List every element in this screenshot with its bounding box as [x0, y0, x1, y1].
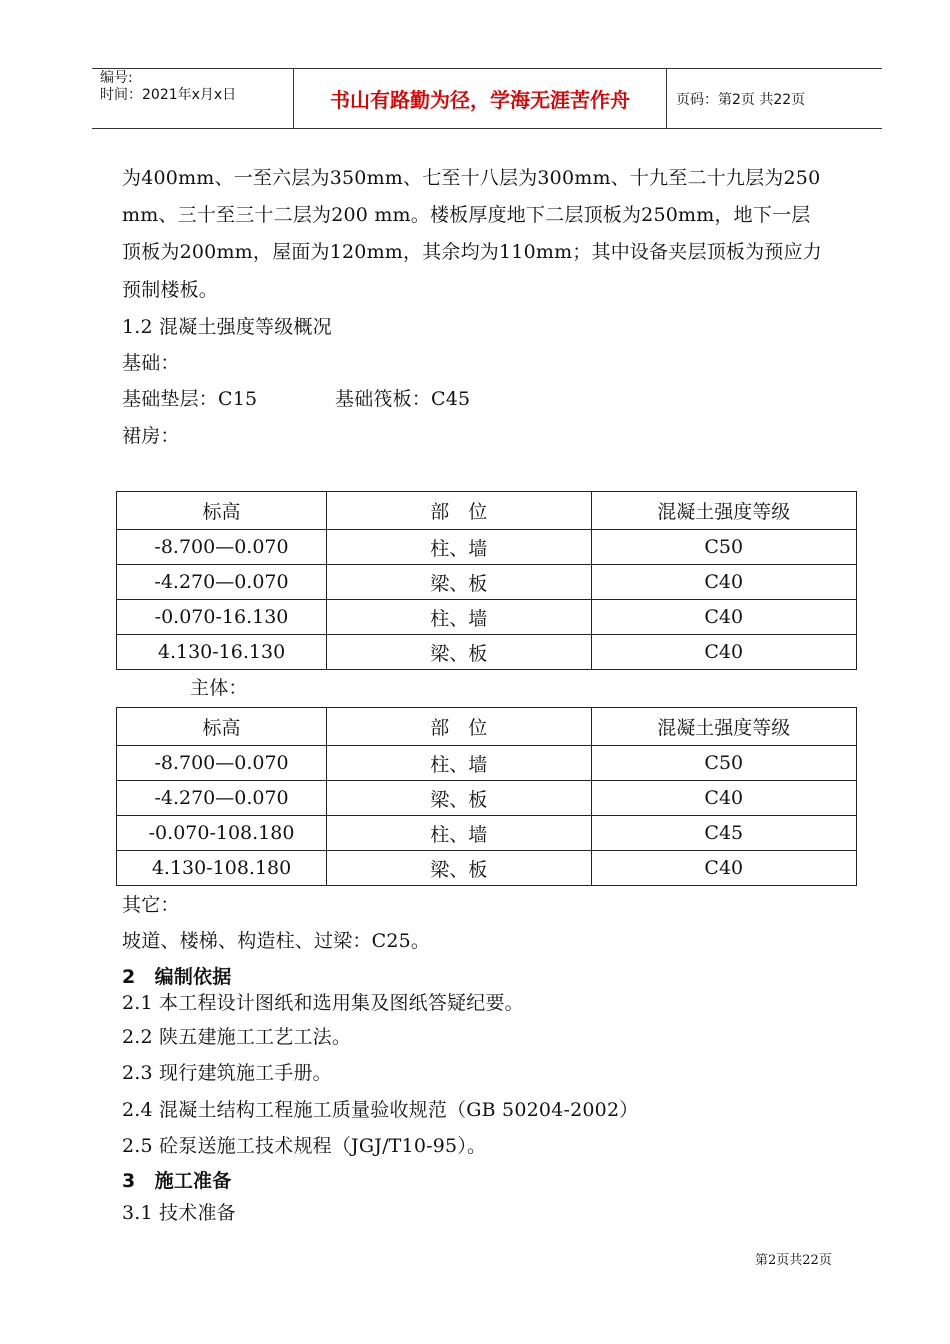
cell-grade: C50 [591, 746, 856, 781]
cell-elevation: -4.270—0.070 [117, 565, 327, 600]
other-text: 坡道、楼梯、构造柱、过梁：C25。 [122, 930, 431, 952]
cell-location: 柱、墙 [327, 600, 591, 635]
list-item: 2.1 本工程设计图纸和选用集及图纸答疑纪要。 [122, 992, 524, 1014]
header-meta [100, 70, 236, 104]
header-number: 编号: [100, 70, 133, 86]
header-divider-2 [666, 68, 667, 128]
table-row [117, 530, 857, 565]
cell-grade: C40 [591, 781, 856, 816]
cell-grade: C45 [591, 816, 856, 851]
header-bottom-rule [92, 128, 882, 129]
cell-elevation: -4.270—0.070 [117, 781, 327, 816]
cell-location: 柱、墙 [327, 530, 591, 565]
main-table [116, 707, 857, 886]
cell-elevation: -0.070-108.180 [117, 816, 327, 851]
other-label: 其它： [122, 894, 180, 916]
cell-grade: C40 [591, 600, 857, 635]
podium-label: 裙房： [122, 425, 180, 447]
header-location: 部 位 [327, 708, 591, 746]
table-header-row [117, 492, 857, 530]
cell-location: 梁、板 [327, 565, 591, 600]
cell-grade: C40 [591, 635, 857, 670]
foundation-raft: 基础筏板：C45 [335, 388, 471, 410]
list-item: 2.4 混凝土结构工程施工质量验收规范（GB 50204-2002） [122, 1099, 639, 1121]
table-row [117, 816, 857, 851]
cell-elevation: -8.700—0.070 [117, 530, 327, 565]
header-grade: 混凝土强度等级 [591, 708, 856, 746]
table-row [117, 565, 857, 600]
intro-line-4: 预制楼板。 [122, 279, 219, 301]
cell-location: 柱、墙 [327, 816, 591, 851]
section-1-2-heading: 1.2 混凝土强度等级概况 [122, 316, 332, 338]
section-3-heading: 3 施工准备 [122, 1170, 232, 1192]
cell-elevation: -0.070-16.130 [117, 600, 327, 635]
cell-location: 梁、板 [327, 851, 591, 886]
cell-elevation: 4.130-16.130 [117, 635, 327, 670]
list-item: 2.3 现行建筑施工手册。 [122, 1062, 332, 1084]
table-row [117, 600, 857, 635]
main-label: 主体： [190, 677, 248, 699]
intro-line-2: mm、三十至三十二层为200 mm。楼板厚度地下二层顶板为250mm，地下一层 [122, 204, 811, 226]
header-top-rule [92, 68, 882, 69]
table-row [117, 851, 857, 886]
intro-line-3: 顶板为200mm，屋面为120mm，其余均为110mm；其中设备夹层顶板为预应力 [122, 241, 822, 263]
intro-line-1: 为400mm、一至六层为350mm、七至十八层为300mm、十九至二十九层为250 [122, 167, 821, 189]
cell-grade: C40 [591, 565, 857, 600]
podium-table [116, 491, 857, 670]
cell-location: 梁、板 [327, 781, 591, 816]
table-row [117, 781, 857, 816]
header-motto: 书山有路勤为径，学海无涯苦作舟 [330, 88, 630, 112]
table-row [117, 746, 857, 781]
section-2-heading: 2 编制依据 [122, 966, 232, 988]
footer-page-info: 第2页共22页 [755, 1253, 832, 1268]
cell-location: 梁、板 [327, 635, 591, 670]
header-grade: 混凝土强度等级 [591, 492, 857, 530]
header-page-info: 页码：第2页 共22页 [676, 92, 806, 108]
cell-grade: C50 [591, 530, 857, 565]
list-item: 2.2 陕五建施工工艺工法。 [122, 1026, 352, 1048]
foundation-cushion: 基础垫层：C15 [122, 388, 258, 410]
section-3-1-heading: 3.1 技术准备 [122, 1202, 236, 1224]
list-item: 2.5 砼泵送施工技术规程（JGJ/T10-95）。 [122, 1135, 487, 1157]
table-header-row [117, 708, 857, 746]
cell-elevation: 4.130-108.180 [117, 851, 327, 886]
foundation-label: 基础： [122, 352, 180, 374]
header-time: 时间：2021年x月x日 [100, 87, 237, 103]
cell-location: 柱、墙 [327, 746, 591, 781]
cell-grade: C40 [591, 851, 856, 886]
table-row [117, 635, 857, 670]
header-elevation: 标高 [117, 492, 327, 530]
header-location: 部 位 [327, 492, 591, 530]
header-elevation: 标高 [117, 708, 327, 746]
cell-elevation: -8.700—0.070 [117, 746, 327, 781]
